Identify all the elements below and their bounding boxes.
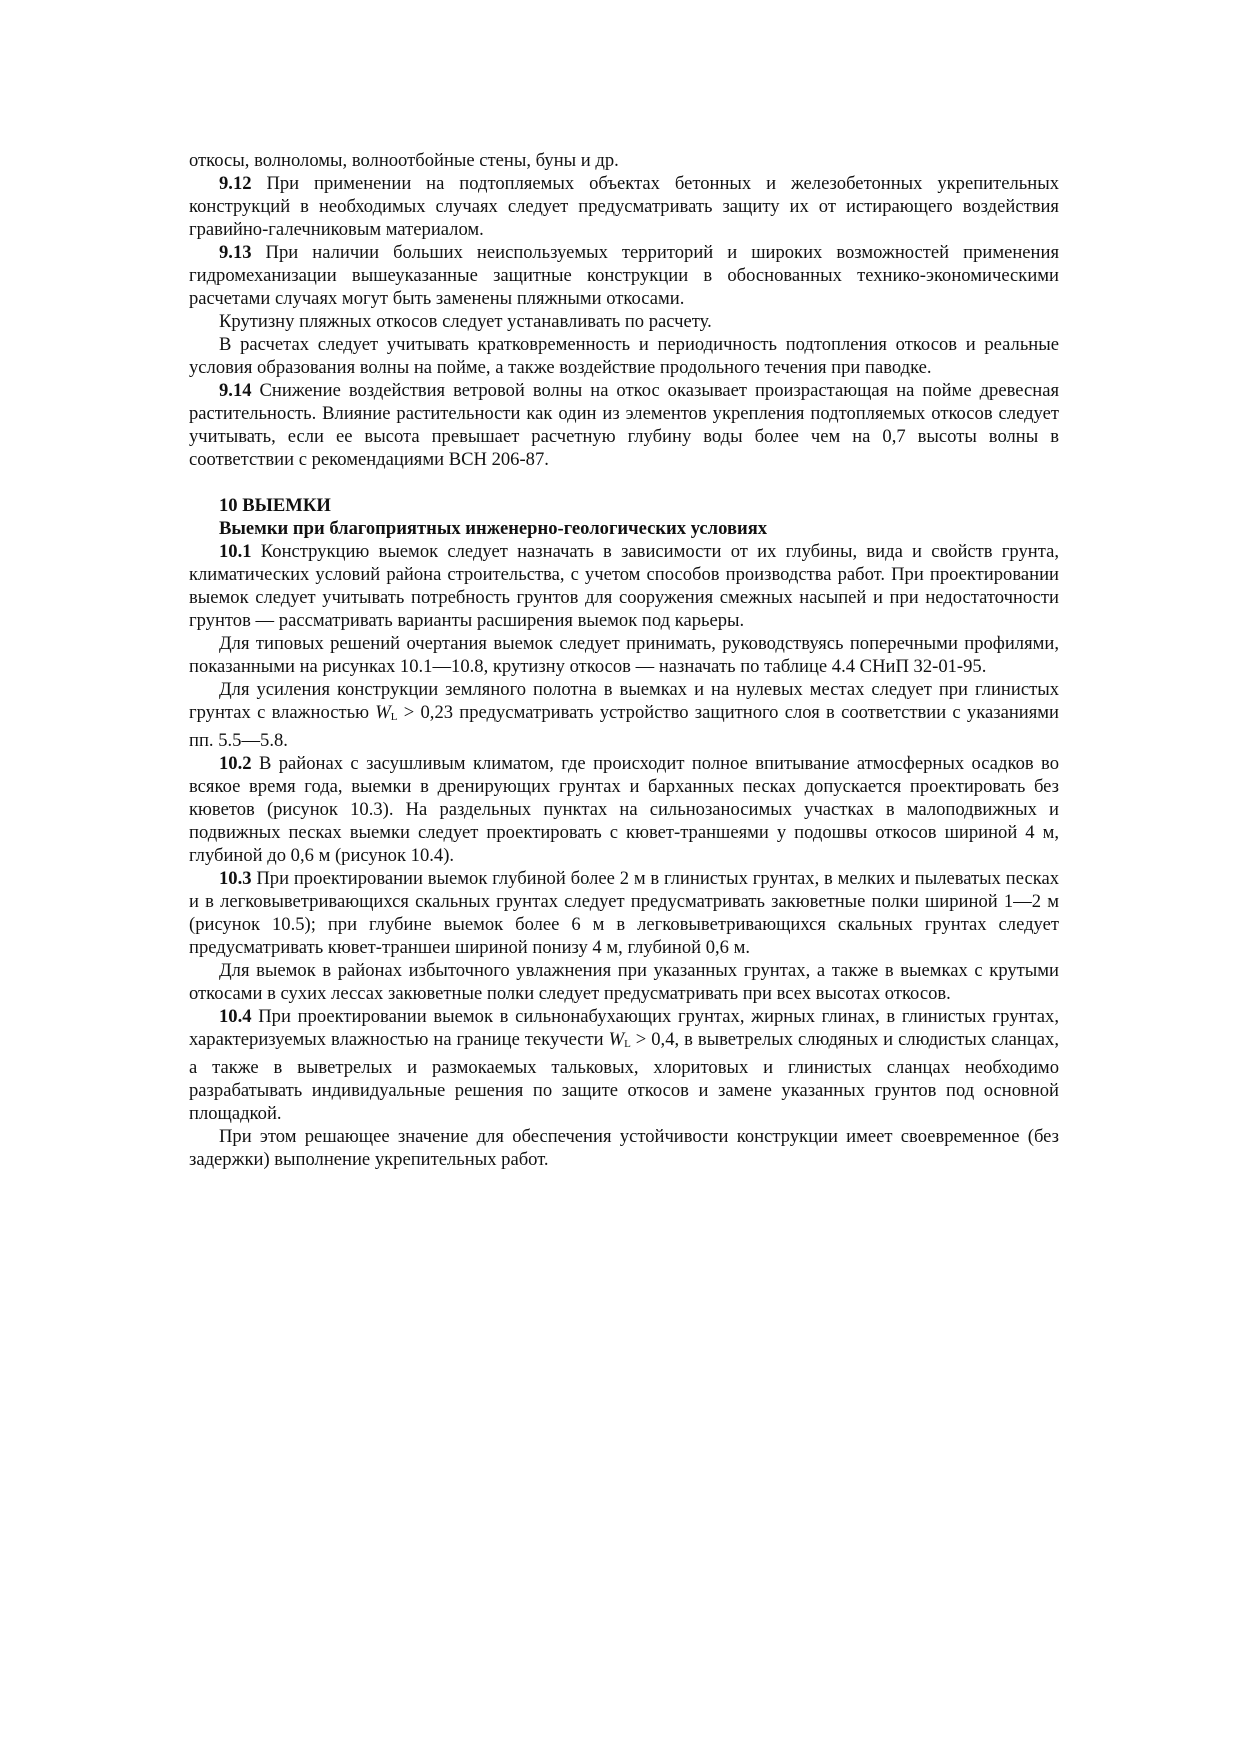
text-segment: > 0,4, в выветрелых слюдяных и слюдистых сланцах, а также в выветрелых и размокаемых тальковых, хлоритовых и глинистых сланцах необходимо разрабатывать индивидуальные решения по защите откосов и замене указанных грунтов под основной площадкой.: [189, 1029, 1059, 1124]
clause-10-4: [189, 1005, 1059, 1125]
paragraph: Для выемок в районах избыточного увлажнения при указанных грунтах, а также в выемках с крутыми откосами в сухих лессах закюветные полки следует предусматривать при всех высотах откосов.: [189, 960, 1059, 1004]
clause-10-3: [189, 867, 1059, 959]
clause-number: 10.1: [219, 541, 252, 562]
clause-10-2: [189, 752, 1059, 867]
clause-text: Снижение воздействия ветровой волны на откос оказывает произрастающая на пойме древесная растительность. Влияние растительности как один из элементов укрепления подтопляемых откосов следует учитывать, если ее высота превышает расчетную глубину воды более чем на 0,7 высоты волны в соответствии с рекомендациями ВСН 206-87.: [189, 380, 1059, 470]
section-title: 10 ВЫЕМКИ: [219, 495, 331, 516]
clause-number: 10.2: [219, 753, 252, 774]
document-page: [189, 149, 1059, 1171]
text-segment: При проектировании выемок в сильнонабухающих грунтах, жирных глинах, в глинистых грунтах, характеризуемых влажностью на границе текучести: [189, 1006, 1059, 1050]
clause-9-12: [189, 172, 1059, 241]
paragraph: При этом решающее значение для обеспечения устойчивости конструкции имеет своевременное (без задержки) выполнение укрепительных работ.: [189, 1126, 1059, 1170]
variable-w: W: [608, 1029, 625, 1050]
clause-text: При проектировании выемок глубиной более 2 м в глинистых грунтах, в мелких и пылеватых песках и в легковыветривающихся скальных грунтах следует предусматривать закюветные полки шириной 1—2 м (рисунок 10.5); при глубине выемок более 6 м в легковыветривающихся скальных грунтах следует предусматривать кювет-траншеи шириной понизу 4 м, глубиной 0,6 м.: [189, 868, 1059, 958]
clause-text: Конструкцию выемок следует назначать в зависимости от их глубины, вида и свойств грунта, климатических условий района строительства, с учетом способов производства работ. При проектировании выемок следует учитывать потребность грунтов для сооружения смежных насыпей и при недостаточности грунтов — рассматривать варианты расширения выемок под карьеры.: [189, 541, 1059, 631]
clause-9-13: [189, 241, 1059, 310]
clause-10-1: [189, 540, 1059, 632]
clause-9-14: [189, 379, 1059, 471]
text-segment: Для усиления конструкции земляного полотна в выемках и на нулевых местах следует при глинистых грунтах с влажностью: [189, 679, 1059, 723]
clause-text: При наличии больших неиспользуемых территорий и широких возможностей применения гидромеханизации вышеуказанные защитные конструкции в обоснованных технико-экономическими расчетами случаях могут быть заменены пляжными откосами.: [189, 242, 1059, 309]
paragraph: Для типовых решений очертания выемок следует принимать, руководствуясь поперечными профилями, показанными на рисунках 10.1—10.8, крутизну откосов — назначать по таблице 4.4 СНиП 32-01-95.: [189, 633, 1059, 677]
clause-number: 10.3: [219, 868, 252, 889]
clause-number: 10.4: [219, 1006, 252, 1027]
variable-w: W: [375, 702, 391, 723]
clause-text: В районах с засушливым климатом, где происходит полное впитывание атмосферных осадков во всякое время года, выемки в дренирующих грунтах и барханных песках допускается проектировать без кюветов (рисунок 10.3). На раздельных пунктах на сильнозаносимых участках в малоподвижных и подвижных песках выемки следует проектировать с кювет-траншеями у подошвы откосов шириной 4 м, глубиной до 0,6 м (рисунок 10.4).: [189, 753, 1059, 866]
section-spacer: [189, 471, 1059, 494]
subscript-l: L: [390, 711, 398, 723]
clause-number: 9.14: [219, 380, 252, 401]
clause-text: При применении на подтопляемых объектах бетонных и железобетонных укрепительных конструкций в необходимых случаях следует предусматривать защиту их от истирающего воздействия гравийно-галечниковым материалом.: [189, 173, 1059, 240]
subscript-l: L: [624, 1038, 631, 1050]
paragraph-moisture: [189, 678, 1059, 752]
paragraph-continuation: откосы, волноломы, волноотбойные стены, буны и др.: [189, 150, 619, 171]
clause-number: 9.13: [219, 242, 252, 263]
paragraph: Крутизну пляжных откосов следует устанавливать по расчету.: [219, 311, 712, 332]
paragraph: В расчетах следует учитывать кратковременность и периодичность подтопления откосов и реальные условия образования волны на пойме, а также воздействие продольного течения при паводке.: [189, 334, 1059, 378]
text-segment: > 0,23 предусматривать устройство защитного слоя в соответствии с указаниями пп. 5.5—5.8.: [189, 702, 1059, 751]
section-subtitle: Выемки при благоприятных инженерно-геологических условиях: [219, 518, 768, 539]
clause-number: 9.12: [219, 173, 252, 194]
